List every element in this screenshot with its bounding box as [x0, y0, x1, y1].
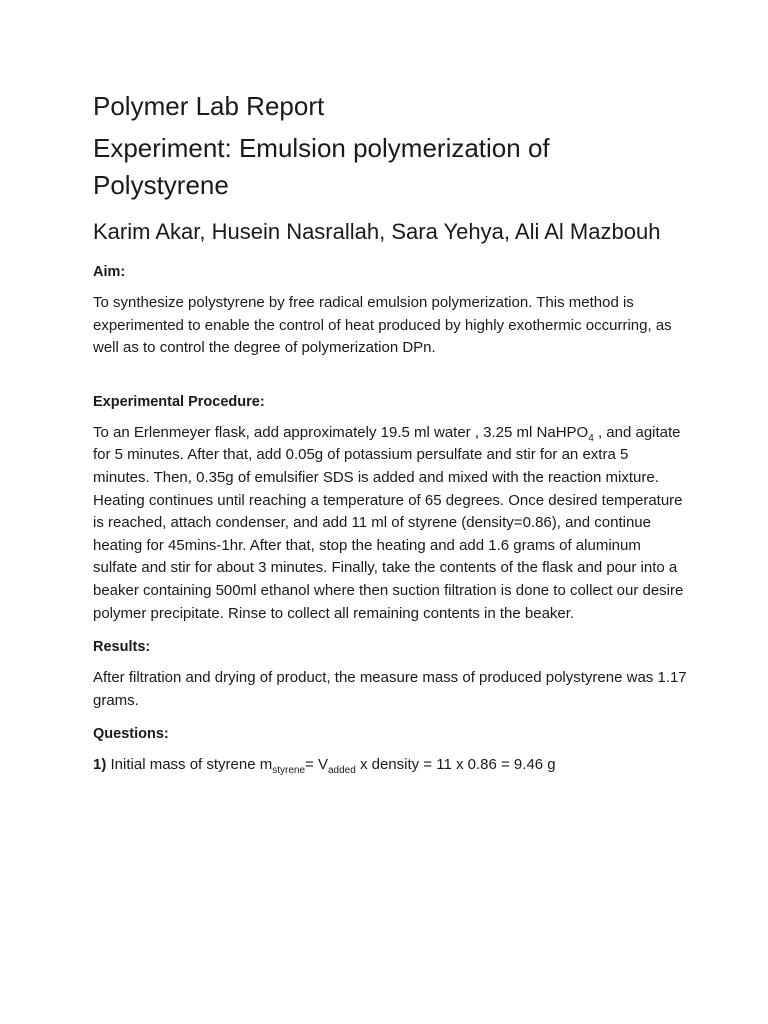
aim-heading: Aim: [93, 264, 126, 280]
question-1 [93, 754, 688, 777]
questions-heading: Questions: [93, 726, 169, 743]
section-spacer [93, 372, 688, 392]
procedure-text-rest: , and agitate for 5 minutes. After that, add 0.05g of potassium persulfate and stir for an extra 5 minutes. Then, 0.35g of emulsifier SDS is added and mixed with the reaction mixture. Heating continues until reaching a temperature of 65 degrees. Once desired temperature is reached, attach condenser, and add 11 ml of styrene (density=0.86), and continue heating for 45mins-1hr. After that, stop the heating and add 1.6 grams of aluminum sulfate and stir for about 3 minutes. Finally, take the contents of the flask and pour into a beaker containing 500ml ethanol where then suction filtration is done to collect our desire polymer precipitate. Rinse to collect all remaining contents in the beaker. [93, 423, 684, 622]
authors-line: Karim Akar, Husein Nasrallah, Sara Yehya, Ali Al Mazbouh [93, 219, 661, 244]
procedure-paragraph [93, 422, 688, 625]
question-1-text-a: Initial mass of styrene m [106, 756, 273, 774]
procedure-text-start: To an Erlenmeyer flask, add approximately 19.5 ml water , 3.25 ml NaHPO [93, 423, 589, 441]
aim-paragraph: To synthesize polystyrene by free radical emulsion polymerization. This method is experimented to enable the control of heat produced by highly exothermic occurring, as well as to control the degree of polymerization DPn. [93, 294, 672, 357]
results-paragraph: After filtration and drying of product, the measure mass of produced polystyrene was 1.17 grams. [93, 669, 687, 709]
results-heading: Results: [93, 639, 151, 656]
question-1-number: 1) [93, 756, 107, 774]
question-1-text-b: = V [305, 756, 328, 774]
experiment-title: Experiment: Emulsion polymerization of Polystyrene [93, 133, 550, 200]
question-1-sub-styrene: styrene [272, 765, 306, 777]
question-1-sub-added: added [327, 765, 356, 777]
procedure-subscript: 4 [588, 432, 594, 444]
procedure-heading: Experimental Procedure: [93, 393, 265, 410]
report-title: Polymer Lab Report [93, 91, 325, 121]
question-1-text-c: x density = 11 x 0.86 = 9.46 g [355, 756, 556, 774]
